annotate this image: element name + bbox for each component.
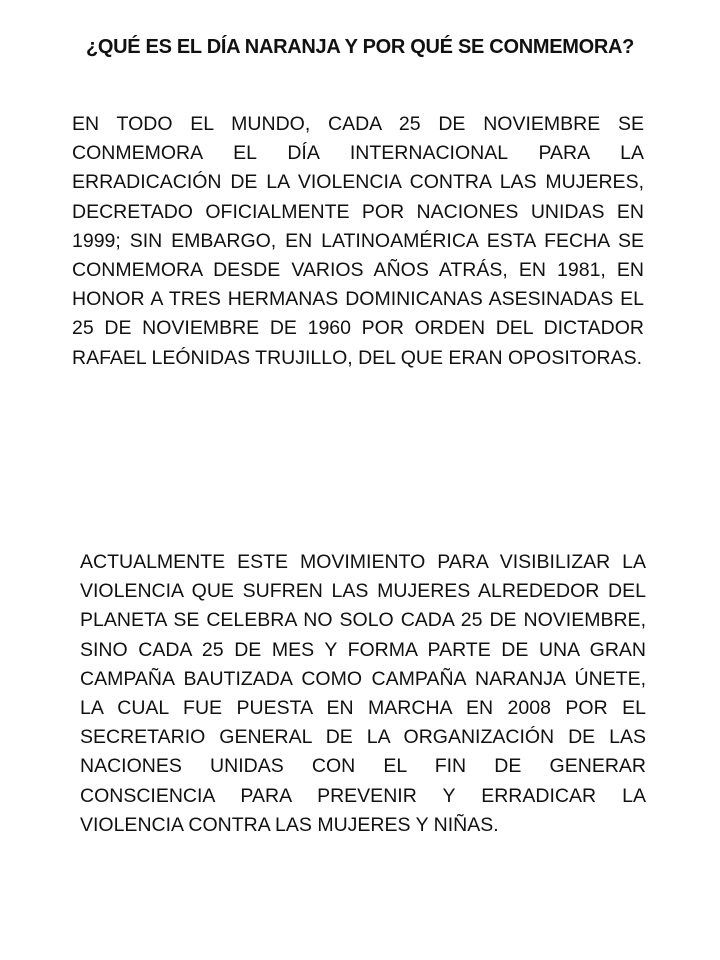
paragraph-campaign-orange: ACTUALMENTE ESTE MOVIMIENTO PARA VISIBILIZAR LA VIOLENCIA QUE SUFREN LAS MUJERES ALREDEDOR DEL PLANETA SE CELEBRA NO SOLO CADA 25 DE NOVIEMBRE, SINO CADA 25 DE MES Y FORMA PARTE DE UNA GRAN CAMPAÑA BAUTIZADA COMO CAMPAÑA NARANJA ÚNETE, LA CUAL FUE PUESTA EN MARCHA EN 2008 POR EL SECRETARIO GENERAL DE LA ORGANIZACIÓN DE LAS NACIONES UNIDAS CON EL FIN DE GENERAR CONSCIENCIA PARA PREVENIR Y ERRADICAR LA VIOLENCIA CONTRA LAS MUJERES Y NIÑAS. [80,551,646,836]
paragraph-origin-of-date: EN TODO EL MUNDO, CADA 25 DE NOVIEMBRE SE CONMEMORA EL DÍA INTERNACIONAL PARA LA ERRADICACIÓN DE LA VIOLENCIA CONTRA LAS MUJERES, DECRETADO OFICIALMENTE POR NACIONES UNIDAS EN 1999; SIN EMBARGO, EN LATINOAMÉRICA ESTA FECHA SE CONMEMORA DESDE VARIOS AÑOS ATRÁS, EN 1981, EN HONOR A TRES HERMANAS DOMINICANAS ASESINADAS EL 25 DE NOVIEMBRE DE 1960 POR ORDEN DEL DICTADOR RAFAEL LEÓNIDAS TRUJILLO, DEL QUE ERAN OPOSITORAS. [72,113,644,369]
page-title: ¿QUÉ ES EL DÍA NARANJA Y POR QUÉ SE CONMEMORA? [85,36,635,58]
